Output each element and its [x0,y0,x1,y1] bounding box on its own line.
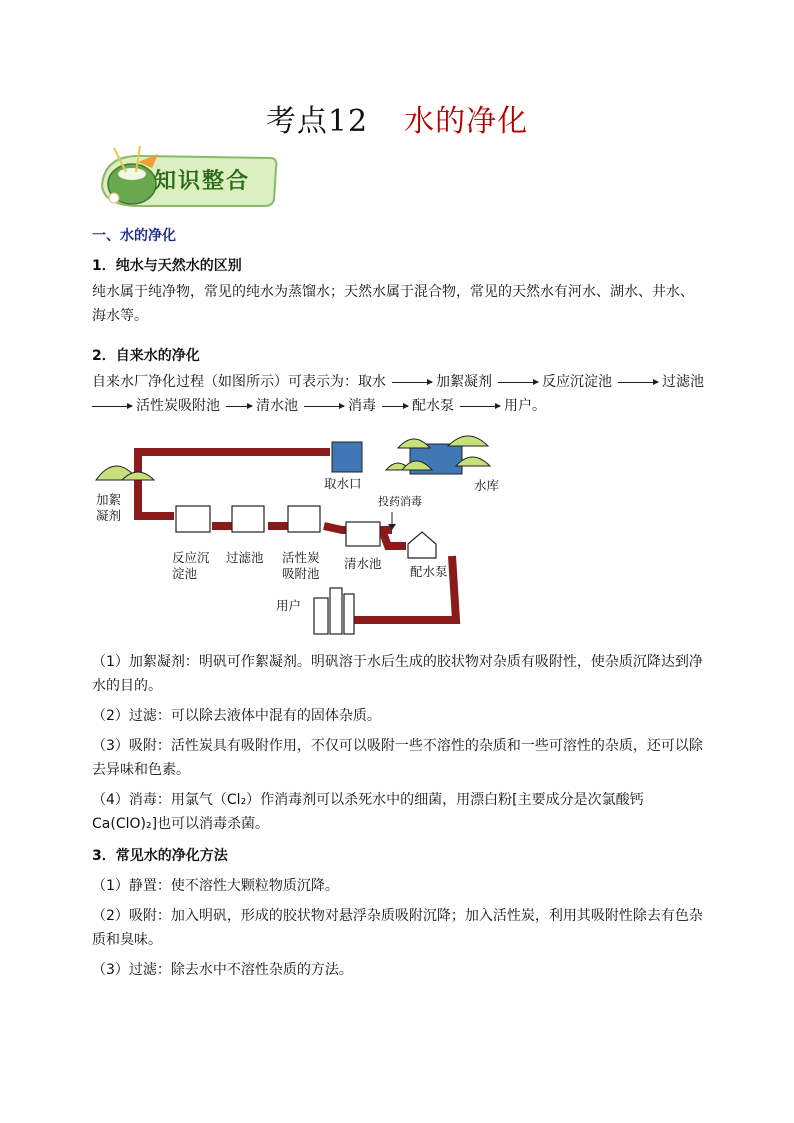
label-clear: 清水池 [344,556,382,571]
page-title [0,96,794,140]
flow-line-1 [92,370,704,394]
arrow-icon [92,406,132,407]
title-topic: 水的净化 [404,104,529,139]
arrow-icon [382,406,408,407]
flow-intro: 自来水厂净化过程（如图所示）可表示为： [92,374,358,390]
title-prefix: 考点12 [265,104,369,139]
label-intake: 取水口 [324,476,362,491]
arrow-icon [392,382,432,383]
flow-step: 活性炭吸附池 [136,398,220,414]
point-3-3: （3）过滤：除去水中不溶性杂质的方法。 [92,962,353,978]
flow-step: 用户。 [504,398,546,414]
point-2-2: （2）过滤：可以除去液体中混有的固体杂质。 [92,708,381,724]
flow-step: 加絮凝剂 [436,374,492,390]
arrow-icon [460,406,500,407]
arrow-icon [618,382,658,383]
arrow-icon [304,406,344,407]
flow-step: 过滤池 [662,374,704,390]
label-carbon-1: 活性炭 [282,550,320,565]
label-filter: 过滤池 [226,550,264,565]
flow-step: 清水池 [256,398,298,414]
section-heading: 一、水的净化 [92,228,176,244]
point-3-1: （1）静置：使不溶性大颗粒物质沉降。 [92,878,339,894]
point-2-3: （3）吸附：活性炭具有吸附作用，不仅可以吸附一些不溶性的杂质和一些可溶性的杂质，还可以除去异味和色素。 [92,738,703,778]
paragraph-pure-water: 纯水属于纯净物，常见的纯水为蒸馏水；天然水属于混合物，常见的天然水有河水、湖水、井水、海水等。 [92,284,694,324]
label-reservoir: 水库 [474,478,500,493]
label-carbon-2: 吸附池 [282,566,320,581]
water-treatment-drawing [92,426,704,644]
flow-step: 反应沉淀池 [542,374,612,390]
flow-step: 消毒 [348,398,376,414]
label-disinfect: 投药消毒 [378,495,422,508]
subsection-heading-2: 2．自来水的净化 [92,348,200,364]
label-user: 用户 [276,598,302,613]
flow-line-2 [92,394,704,418]
badge-label: 知识整合 [154,169,251,194]
label-coagulant-2: 凝剂 [96,508,122,523]
point-3-2: （2）吸附：加入明矾，形成的胶状物对悬浮杂质吸附沉降；加入活性炭，利用其吸附性除去有色杂质和臭味。 [92,908,703,948]
label-pump: 配水泵 [410,564,448,579]
arrow-icon [498,382,538,383]
label-sedimentation-2: 淀池 [172,566,198,581]
point-2-4: （4）消毒：用氯气（Cl₂）作消毒剂可以杀死水中的细菌，用漂白粉[主要成分是次氯酸钙Ca(ClO)₂]也可以消毒杀菌。 [92,792,644,832]
subsection-heading-3: 3．常见水的净化方法 [92,848,228,864]
arrow-icon [226,406,252,407]
label-sedimentation-1: 反应沉 [172,550,210,565]
flow-step: 取水 [358,374,386,390]
point-2-1: （1）加絮凝剂：明矾可作絮凝剂。明矾溶于水后生成的胶状物对杂质有吸附性，使杂质沉降达到净水的目的。 [92,654,703,694]
main-content [92,224,704,982]
flow-step: 配水泵 [412,398,454,414]
label-coagulant-1: 加絮 [96,492,122,507]
water-treatment-diagram [92,426,704,644]
subsection-heading-1: 1．纯水与天然水的区别 [92,258,242,274]
